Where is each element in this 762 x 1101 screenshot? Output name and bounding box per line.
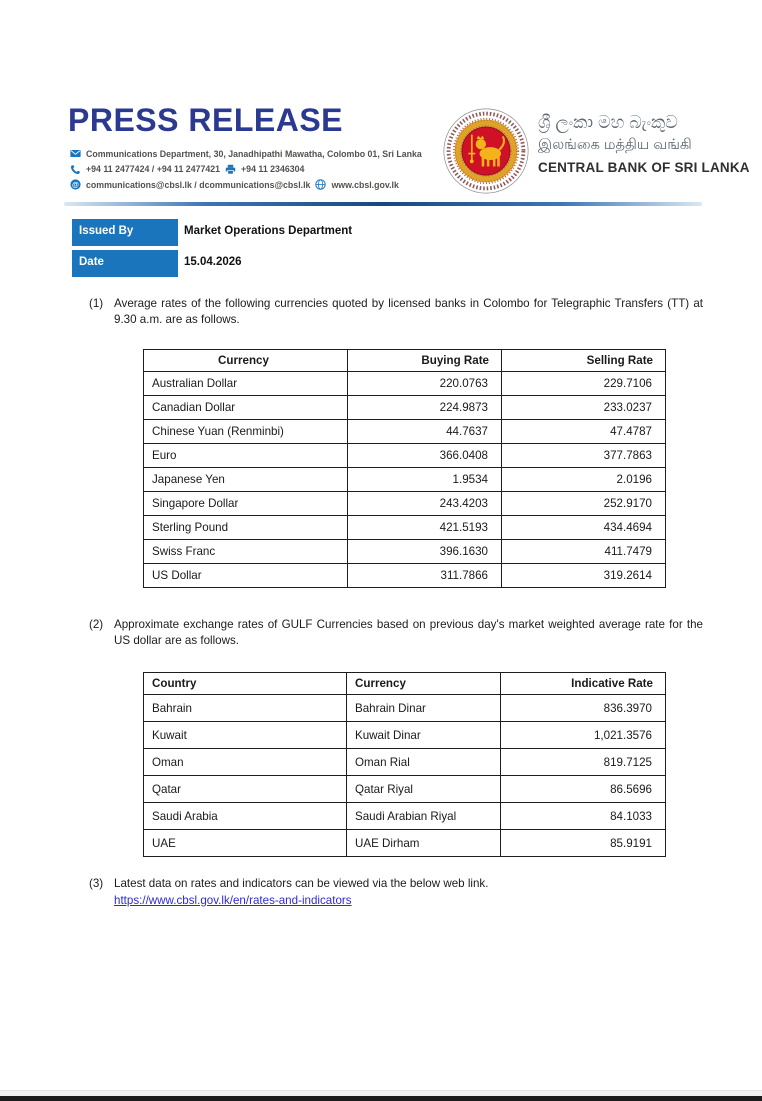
table-row bbox=[144, 516, 666, 540]
table-cell: 1,021.3576 bbox=[501, 722, 666, 749]
table-cell: 836.3970 bbox=[501, 695, 666, 722]
table-cell: 85.9191 bbox=[501, 830, 666, 857]
table-cell: Canadian Dollar bbox=[144, 396, 348, 420]
cbsl-logo bbox=[443, 108, 529, 194]
table-cell: 1.9534 bbox=[348, 468, 502, 492]
table-row bbox=[144, 396, 666, 420]
contact-emails-text: communications@cbsl.lk / dcommunications@cbsl.lk bbox=[86, 179, 311, 190]
table-cell: Singapore Dollar bbox=[144, 492, 348, 516]
tt-table-header-row bbox=[144, 350, 666, 372]
paragraph-2 bbox=[89, 617, 703, 648]
table-cell: Saudi Arabian Riyal bbox=[347, 803, 501, 830]
contact-fax-text: +94 11 2346304 bbox=[241, 164, 305, 174]
bank-name-english: CENTRAL BANK OF SRI LANKA bbox=[538, 160, 750, 175]
table-cell: Chinese Yuan (Renminbi) bbox=[144, 420, 348, 444]
table-row bbox=[144, 564, 666, 588]
contact-phones-text: +94 11 2477424 / +94 11 2477421 bbox=[86, 164, 221, 174]
table-cell: 243.4203 bbox=[348, 492, 502, 516]
table-cell: Qatar Riyal bbox=[347, 776, 501, 803]
table-row bbox=[144, 468, 666, 492]
table-cell: Qatar bbox=[144, 776, 347, 803]
bank-name-tamil: இலங்கை மத்திய வங்கி bbox=[538, 137, 692, 153]
table-cell: Japanese Yen bbox=[144, 468, 348, 492]
table-cell: 233.0237 bbox=[502, 396, 666, 420]
issued-by-value: Market Operations Department bbox=[184, 225, 353, 237]
contact-email-line bbox=[70, 179, 430, 190]
paragraph-1-text: Average rates of the following currencies quoted by licensed banks in Colombo for Telegraphic Transfers (TT) at 9.30 a.m. are as follows. bbox=[114, 297, 703, 326]
contact-block bbox=[70, 148, 430, 195]
globe-icon bbox=[315, 179, 326, 190]
table-cell: 411.7479 bbox=[502, 540, 666, 564]
table-cell: 434.4694 bbox=[502, 516, 666, 540]
gulf-header-country: Country bbox=[144, 673, 347, 695]
table-cell: 252.9170 bbox=[502, 492, 666, 516]
bank-name-sinhala: ශ්‍රී ලංකා මහ බැංකුව bbox=[538, 112, 678, 132]
table-cell: 311.7866 bbox=[348, 564, 502, 588]
gulf-rates-table bbox=[143, 672, 666, 857]
table-cell: Oman bbox=[144, 749, 347, 776]
table-cell: Oman Rial bbox=[347, 749, 501, 776]
svg-text:@: @ bbox=[72, 181, 79, 189]
paragraph-3-text bbox=[114, 876, 703, 908]
table-cell: Kuwait bbox=[144, 722, 347, 749]
table-cell: 366.0408 bbox=[348, 444, 502, 468]
paragraph-1-number: (1) bbox=[89, 297, 104, 310]
paragraph-1 bbox=[89, 296, 703, 327]
table-cell: 220.0763 bbox=[348, 372, 502, 396]
table-cell: 819.7125 bbox=[501, 749, 666, 776]
table-cell: 224.9873 bbox=[348, 396, 502, 420]
issued-by-label: Issued By bbox=[72, 219, 178, 246]
table-row bbox=[144, 776, 666, 803]
contact-address-text: Communications Department, 30, Janadhipathi Mawatha, Colombo 01, Sri Lanka bbox=[86, 148, 422, 159]
table-cell: 84.1033 bbox=[501, 803, 666, 830]
table-cell: Euro bbox=[144, 444, 348, 468]
tt-header-currency: Currency bbox=[144, 350, 348, 372]
phone-icon bbox=[70, 164, 81, 175]
bank-name-block bbox=[538, 110, 753, 179]
issued-by-row bbox=[72, 219, 352, 246]
tt-header-selling-rate: Selling Rate bbox=[502, 350, 666, 372]
paragraph-3 bbox=[89, 876, 703, 908]
at-email-icon bbox=[70, 179, 81, 190]
table-cell: UAE Dirham bbox=[347, 830, 501, 857]
table-cell: 421.5193 bbox=[348, 516, 502, 540]
contact-phone-line bbox=[70, 164, 430, 175]
table-cell: UAE bbox=[144, 830, 347, 857]
date-label: Date bbox=[72, 250, 178, 277]
table-row bbox=[144, 444, 666, 468]
table-cell: 229.7106 bbox=[502, 372, 666, 396]
table-cell: 2.0196 bbox=[502, 468, 666, 492]
table-cell: 86.5696 bbox=[501, 776, 666, 803]
table-row bbox=[144, 830, 666, 857]
viewer-bottom-bar bbox=[0, 1096, 762, 1101]
gulf-header-currency: Currency bbox=[347, 673, 501, 695]
header-divider-rule bbox=[64, 202, 702, 206]
fax-printer-icon bbox=[225, 164, 236, 175]
gulf-header-indicative-rate: Indicative Rate bbox=[501, 673, 666, 695]
table-cell: 319.2614 bbox=[502, 564, 666, 588]
table-cell: Swiss Franc bbox=[144, 540, 348, 564]
table-row bbox=[144, 540, 666, 564]
paragraph-3-sentence: Latest data on rates and indicators can be viewed via the below web link. bbox=[114, 877, 489, 890]
tt-header-buying-rate: Buying Rate bbox=[348, 350, 502, 372]
table-cell: Bahrain Dinar bbox=[347, 695, 501, 722]
table-row bbox=[144, 492, 666, 516]
table-row bbox=[144, 372, 666, 396]
table-cell: 47.4787 bbox=[502, 420, 666, 444]
table-cell: Bahrain bbox=[144, 695, 347, 722]
contact-address-line bbox=[70, 148, 430, 159]
table-cell: 396.1630 bbox=[348, 540, 502, 564]
table-cell: 44.7637 bbox=[348, 420, 502, 444]
table-row bbox=[144, 420, 666, 444]
contact-website-text: www.cbsl.gov.lk bbox=[331, 179, 399, 190]
table-cell: Australian Dollar bbox=[144, 372, 348, 396]
table-row bbox=[144, 803, 666, 830]
paragraph-2-number: (2) bbox=[89, 618, 104, 631]
rates-indicators-link[interactable]: https://www.cbsl.gov.lk/en/rates-and-indicators bbox=[114, 893, 352, 907]
press-release-title: PRESS RELEASE bbox=[68, 102, 344, 138]
table-cell: Kuwait Dinar bbox=[347, 722, 501, 749]
paragraph-2-text: Approximate exchange rates of GULF Currencies based on previous day's market weighted average rate for the US dollar are as follows. bbox=[114, 618, 703, 647]
tt-rates-table bbox=[143, 349, 666, 588]
table-cell: 377.7863 bbox=[502, 444, 666, 468]
table-row bbox=[144, 722, 666, 749]
table-row bbox=[144, 749, 666, 776]
gulf-table-header-row bbox=[144, 673, 666, 695]
table-cell: US Dollar bbox=[144, 564, 348, 588]
date-value: 15.04.2026 bbox=[184, 256, 242, 268]
table-row bbox=[144, 695, 666, 722]
table-cell: Sterling Pound bbox=[144, 516, 348, 540]
date-row bbox=[72, 250, 242, 277]
table-cell: Saudi Arabia bbox=[144, 803, 347, 830]
paragraph-3-number: (3) bbox=[89, 877, 104, 890]
envelope-icon bbox=[70, 148, 81, 159]
